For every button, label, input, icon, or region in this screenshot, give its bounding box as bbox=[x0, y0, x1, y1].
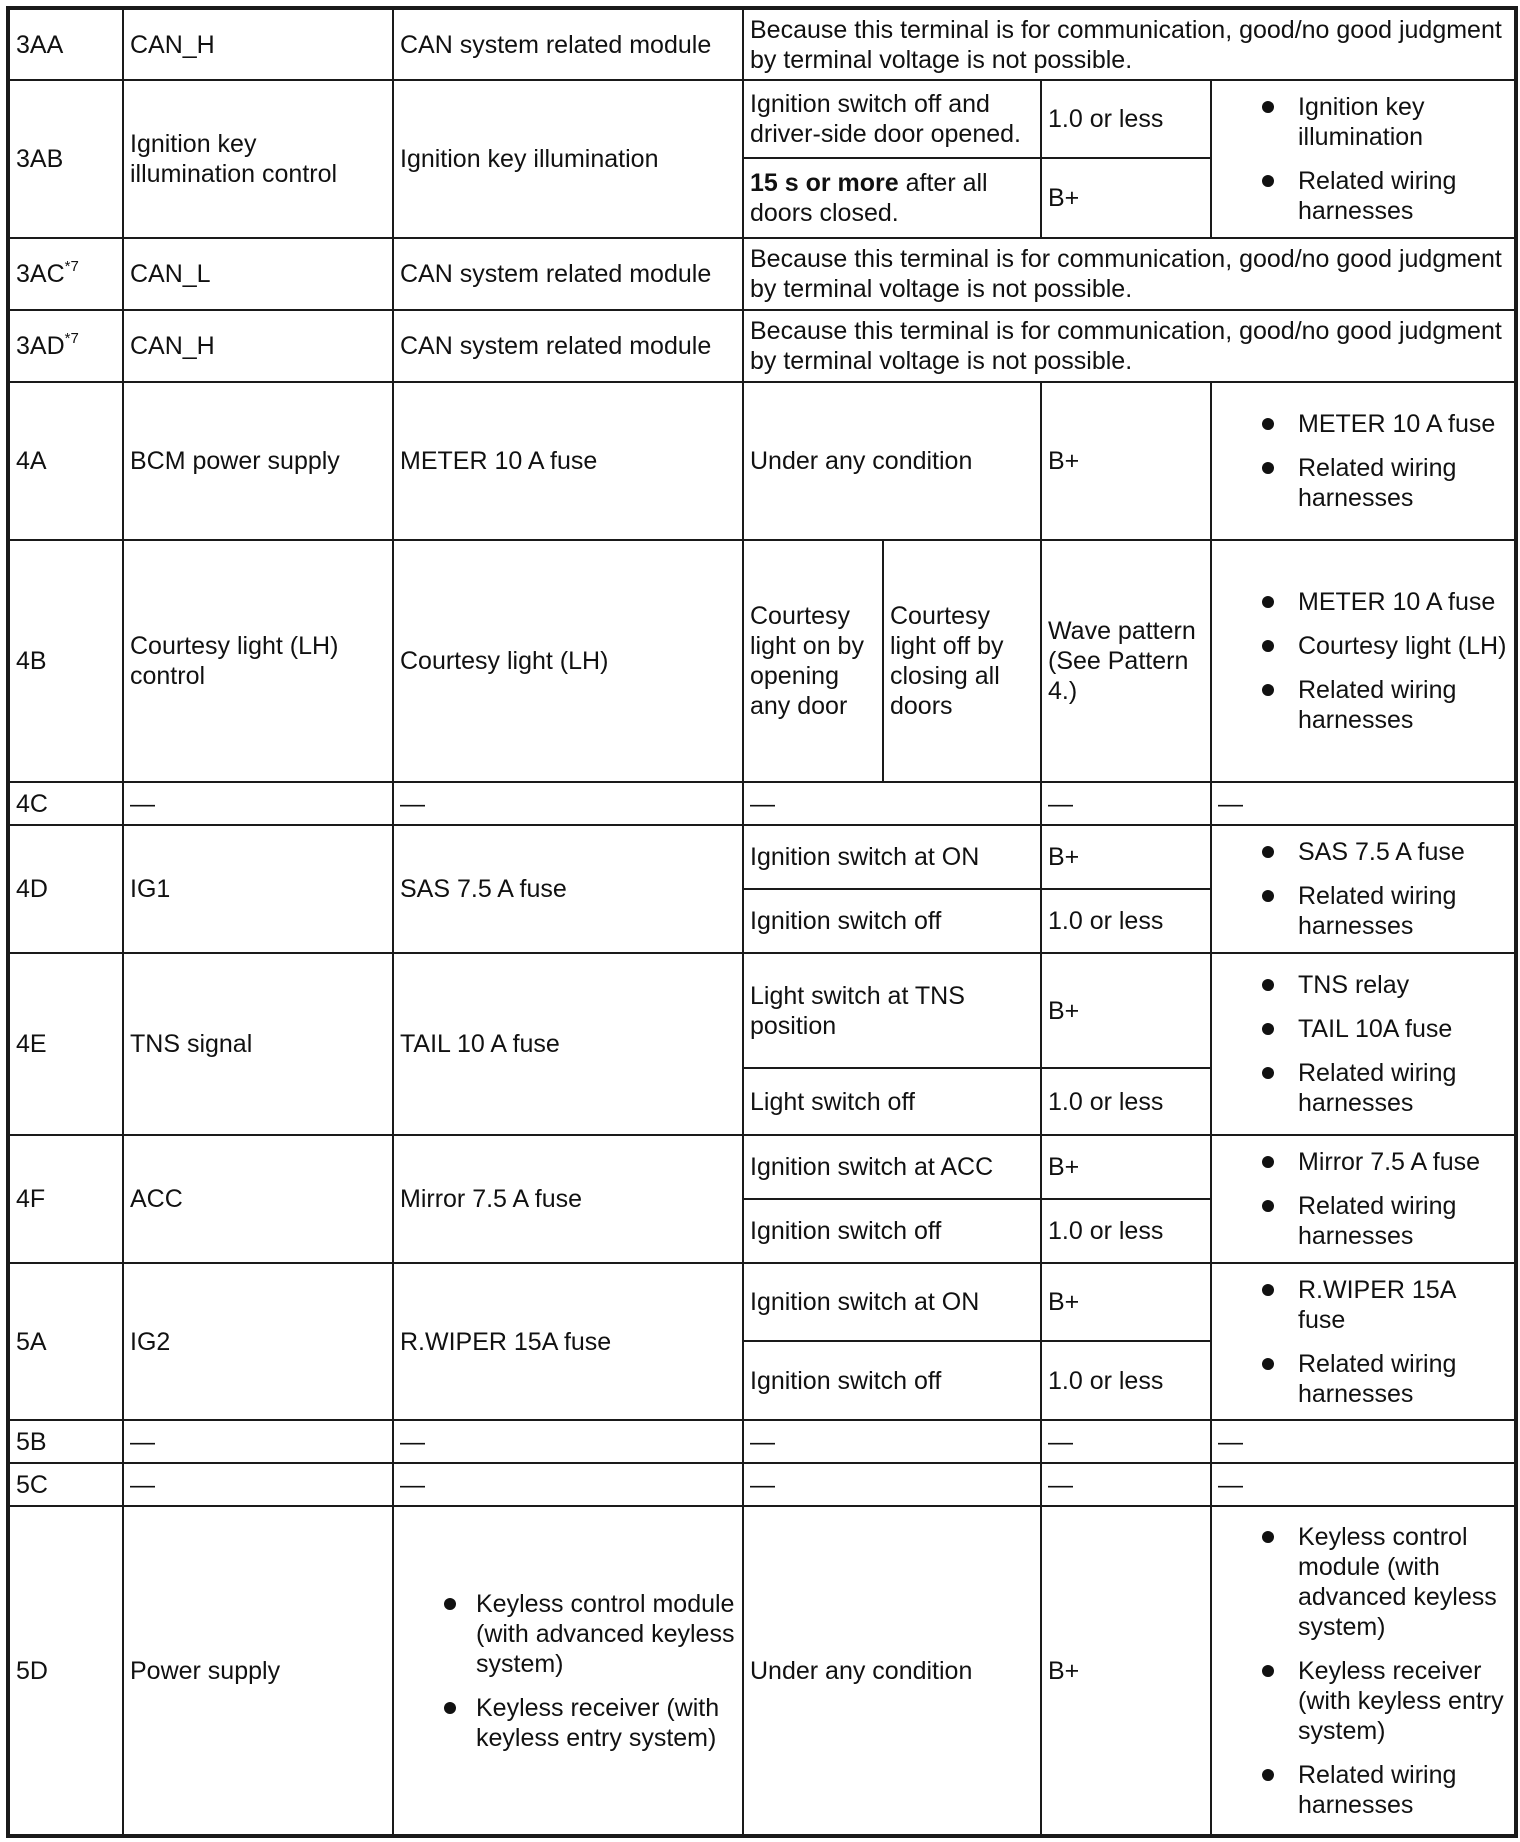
inspection-cell bbox=[1211, 825, 1516, 953]
condition-cell: Under any condition bbox=[743, 382, 1041, 540]
table-row bbox=[8, 1506, 1516, 1836]
inspection-cell bbox=[1211, 1506, 1516, 1836]
list-item: R.WIPER 15A fuse bbox=[1218, 1275, 1508, 1335]
voltage-cell: B+ bbox=[1041, 1135, 1211, 1199]
inspection-cell bbox=[1211, 1263, 1516, 1420]
list-item: Keyless control module (with advanced keyless system) bbox=[400, 1589, 736, 1679]
condition-cell: Light switch at TNS position bbox=[743, 953, 1041, 1068]
signal-cell: CAN_H bbox=[123, 310, 393, 382]
condition-cell: Under any condition bbox=[743, 1506, 1041, 1836]
connected-to-cell: METER 10 A fuse bbox=[393, 382, 743, 540]
table-row bbox=[8, 310, 1516, 382]
footnote-marker: *7 bbox=[64, 257, 79, 275]
table-row bbox=[8, 782, 1516, 825]
terminal-cell: 5C bbox=[8, 1463, 123, 1506]
note-cell: Because this terminal is for communication, good/no good judgment by terminal voltage is not possible. bbox=[743, 238, 1516, 310]
signal-cell: — bbox=[123, 1420, 393, 1463]
signal-cell: IG2 bbox=[123, 1263, 393, 1420]
list-item: Keyless control module (with advanced keyless system) bbox=[1218, 1522, 1508, 1642]
terminal-cell: 5A bbox=[8, 1263, 123, 1420]
list-item: TNS relay bbox=[1218, 970, 1508, 1000]
list-item: Related wiring harnesses bbox=[1218, 1349, 1508, 1409]
signal-cell: ACC bbox=[123, 1135, 393, 1263]
inspection-cell bbox=[1211, 80, 1516, 238]
inspection-cell: — bbox=[1211, 782, 1516, 825]
terminal-cell: 4C bbox=[8, 782, 123, 825]
terminal-cell: 4B bbox=[8, 540, 123, 782]
signal-cell: CAN_H bbox=[123, 8, 393, 80]
connected-to-cell: Mirror 7.5 A fuse bbox=[393, 1135, 743, 1263]
table-row bbox=[8, 540, 1516, 782]
terminal-cell: 4A bbox=[8, 382, 123, 540]
condition-cell: Ignition switch off bbox=[743, 1341, 1041, 1420]
inspection-cell bbox=[1211, 953, 1516, 1135]
list-item: Related wiring harnesses bbox=[1218, 1058, 1508, 1118]
voltage-cell: — bbox=[1041, 1463, 1211, 1506]
table-row bbox=[8, 1420, 1516, 1463]
signal-cell: BCM power supply bbox=[123, 382, 393, 540]
signal-cell: IG1 bbox=[123, 825, 393, 953]
list-item: Related wiring harnesses bbox=[1218, 675, 1508, 735]
list-item: Keyless receiver (with keyless entry system) bbox=[1218, 1656, 1508, 1746]
signal-cell: Courtesy light (LH) control bbox=[123, 540, 393, 782]
connected-to-cell: — bbox=[393, 1420, 743, 1463]
table-row bbox=[8, 1463, 1516, 1506]
signal-cell: Power supply bbox=[123, 1506, 393, 1836]
voltage-cell: 1.0 or less bbox=[1041, 1199, 1211, 1263]
condition-cell: — bbox=[743, 1463, 1041, 1506]
terminal-cell bbox=[8, 238, 123, 310]
terminal-cell: 5B bbox=[8, 1420, 123, 1463]
connected-to-cell: SAS 7.5 A fuse bbox=[393, 825, 743, 953]
voltage-cell: B+ bbox=[1041, 825, 1211, 889]
connected-to-cell: CAN system related module bbox=[393, 8, 743, 80]
condition-cell: Ignition switch at ACC bbox=[743, 1135, 1041, 1199]
voltage-cell: B+ bbox=[1041, 1263, 1211, 1341]
voltage-cell: 1.0 or less bbox=[1041, 1068, 1211, 1135]
voltage-cell: 1.0 or less bbox=[1041, 1341, 1211, 1420]
terminal-cell bbox=[8, 310, 123, 382]
note-cell: Because this terminal is for communication, good/no good judgment by terminal voltage is not possible. bbox=[743, 8, 1516, 80]
signal-cell: TNS signal bbox=[123, 953, 393, 1135]
terminal-label: 3AC bbox=[16, 260, 65, 288]
connected-to-cell: Courtesy light (LH) bbox=[393, 540, 743, 782]
inspection-cell: — bbox=[1211, 1463, 1516, 1506]
condition-cell: Ignition switch at ON bbox=[743, 825, 1041, 889]
inspection-cell bbox=[1211, 1135, 1516, 1263]
voltage-cell: — bbox=[1041, 782, 1211, 825]
table-row bbox=[8, 825, 1516, 889]
table-row bbox=[8, 80, 1516, 158]
table-row bbox=[8, 238, 1516, 310]
terminal-cell: 4D bbox=[8, 825, 123, 953]
list-item: Related wiring harnesses bbox=[1218, 881, 1508, 941]
condition-bold-text: 15 s or more bbox=[750, 169, 899, 197]
connected-to-cell: TAIL 10 A fuse bbox=[393, 953, 743, 1135]
list-item: Keyless receiver (with keyless entry system) bbox=[400, 1693, 736, 1753]
terminal-table-container bbox=[6, 6, 1514, 1836]
voltage-cell: B+ bbox=[1041, 953, 1211, 1068]
list-item: Related wiring harnesses bbox=[1218, 1760, 1508, 1820]
table-row bbox=[8, 1135, 1516, 1199]
list-item: SAS 7.5 A fuse bbox=[1218, 837, 1508, 867]
table-row bbox=[8, 8, 1516, 80]
voltage-cell: — bbox=[1041, 1420, 1211, 1463]
table-row bbox=[8, 1263, 1516, 1341]
condition-off-cell: Courtesy light off by closing all doors bbox=[883, 540, 1041, 782]
note-cell: Because this terminal is for communication, good/no good judgment by terminal voltage is not possible. bbox=[743, 310, 1516, 382]
list-item: Related wiring harnesses bbox=[1218, 453, 1508, 513]
condition-on-cell: Courtesy light on by opening any door bbox=[743, 540, 883, 782]
signal-cell: CAN_L bbox=[123, 238, 393, 310]
terminal-cell: 5D bbox=[8, 1506, 123, 1836]
connected-to-cell: CAN system related module bbox=[393, 238, 743, 310]
list-item: METER 10 A fuse bbox=[1218, 409, 1508, 439]
inspection-cell bbox=[1211, 382, 1516, 540]
connected-to-cell: R.WIPER 15A fuse bbox=[393, 1263, 743, 1420]
voltage-cell: Wave pattern (See Pattern 4.) bbox=[1041, 540, 1211, 782]
condition-cell: — bbox=[743, 782, 1041, 825]
connected-to-cell bbox=[393, 1506, 743, 1836]
list-item: Related wiring harnesses bbox=[1218, 1191, 1508, 1251]
signal-cell: Ignition key illumination control bbox=[123, 80, 393, 238]
condition-cell: Ignition switch off and driver-side door opened. bbox=[743, 80, 1041, 158]
inspection-cell: — bbox=[1211, 1420, 1516, 1463]
terminal-cell: 4E bbox=[8, 953, 123, 1135]
connected-to-cell: Ignition key illumination bbox=[393, 80, 743, 238]
condition-cell bbox=[743, 158, 1041, 238]
list-item: Courtesy light (LH) bbox=[1218, 631, 1508, 661]
voltage-cell: B+ bbox=[1041, 382, 1211, 540]
table-row bbox=[8, 382, 1516, 540]
connected-to-cell: CAN system related module bbox=[393, 310, 743, 382]
connected-to-cell: — bbox=[393, 1463, 743, 1506]
terminal-cell: 3AA bbox=[8, 8, 123, 80]
condition-text: after all doors closed. bbox=[750, 169, 988, 227]
condition-cell: Ignition switch off bbox=[743, 1199, 1041, 1263]
terminal-voltage-table bbox=[6, 6, 1518, 1838]
list-item: Ignition key illumination bbox=[1218, 92, 1508, 152]
list-item: TAIL 10A fuse bbox=[1218, 1014, 1508, 1044]
terminal-cell: 4F bbox=[8, 1135, 123, 1263]
voltage-cell: 1.0 or less bbox=[1041, 889, 1211, 953]
table-row bbox=[8, 953, 1516, 1068]
voltage-cell: B+ bbox=[1041, 158, 1211, 238]
list-item: METER 10 A fuse bbox=[1218, 587, 1508, 617]
terminal-cell: 3AB bbox=[8, 80, 123, 238]
list-item: Related wiring harnesses bbox=[1218, 166, 1508, 226]
list-item: Mirror 7.5 A fuse bbox=[1218, 1147, 1508, 1177]
connected-to-cell: — bbox=[393, 782, 743, 825]
voltage-cell: B+ bbox=[1041, 1506, 1211, 1836]
condition-cell: Light switch off bbox=[743, 1068, 1041, 1135]
terminal-label: 3AD bbox=[16, 332, 65, 360]
condition-cell: Ignition switch at ON bbox=[743, 1263, 1041, 1341]
signal-cell: — bbox=[123, 782, 393, 825]
footnote-marker: *7 bbox=[64, 329, 79, 347]
inspection-cell bbox=[1211, 540, 1516, 782]
voltage-cell: 1.0 or less bbox=[1041, 80, 1211, 158]
condition-cell: Ignition switch off bbox=[743, 889, 1041, 953]
condition-cell: — bbox=[743, 1420, 1041, 1463]
signal-cell: — bbox=[123, 1463, 393, 1506]
